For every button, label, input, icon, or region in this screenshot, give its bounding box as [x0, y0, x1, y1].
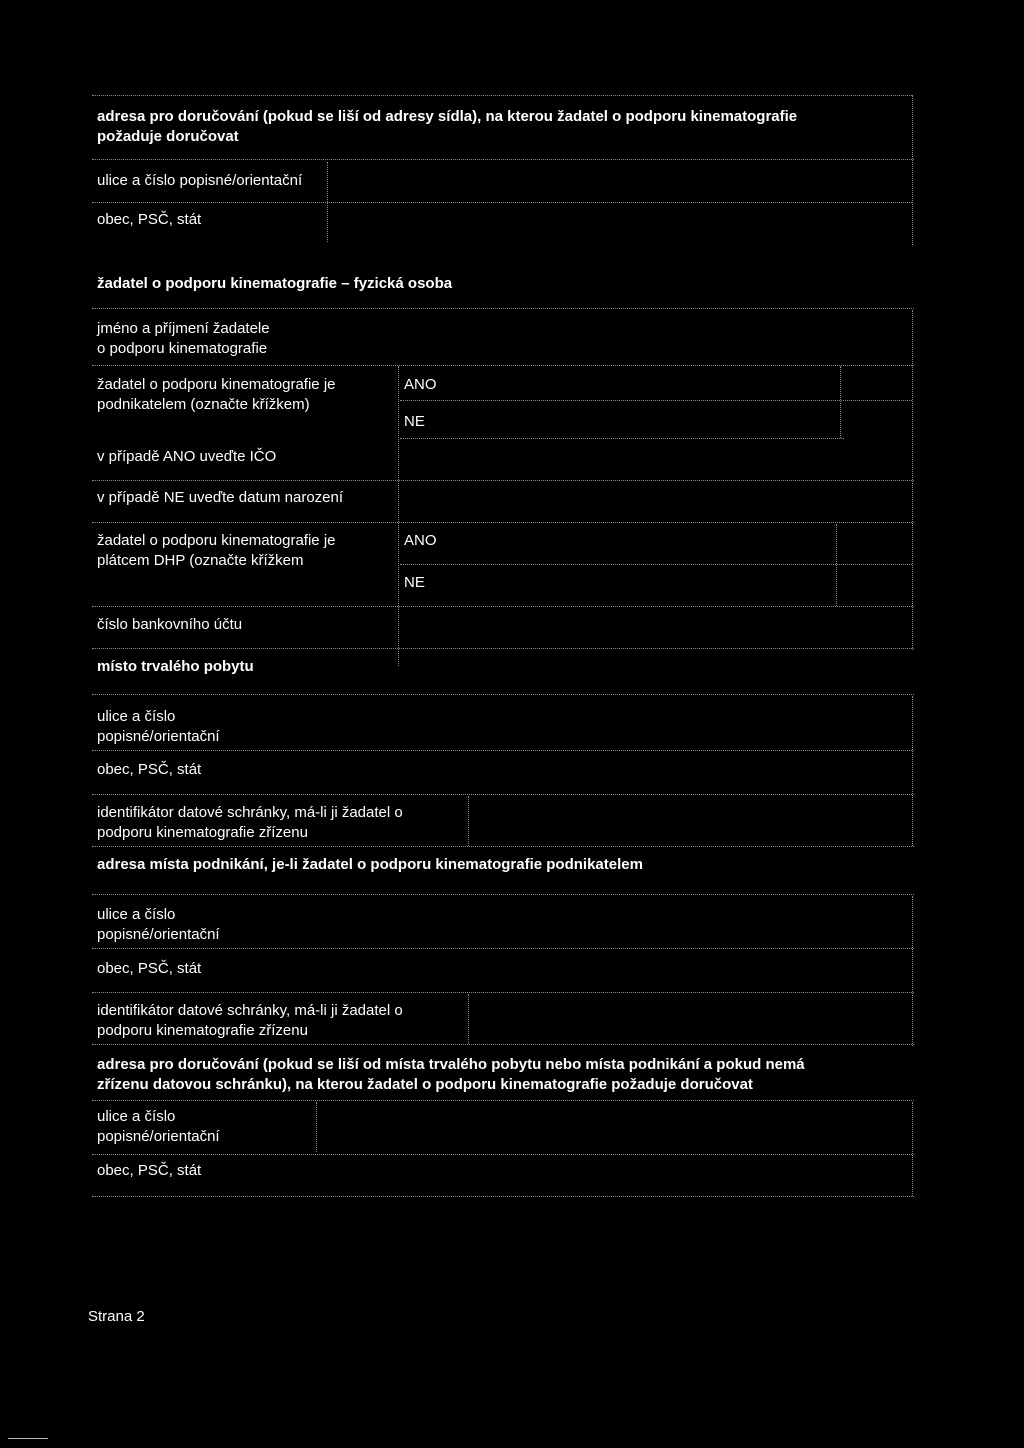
- option-label-vat-yes: ANO: [404, 532, 437, 549]
- divider: [92, 794, 914, 795]
- divider: [8, 1438, 48, 1439]
- field-label-bank-account: číslo bankovního účtu: [97, 616, 243, 633]
- divider: [92, 894, 914, 895]
- divider: [912, 696, 913, 846]
- divider: [840, 366, 841, 438]
- business-city-input[interactable]: [240, 950, 910, 990]
- divider: [316, 1102, 317, 1152]
- birth-date-input[interactable]: [400, 482, 910, 520]
- divider: [92, 948, 914, 949]
- option-label-vat-no: NE: [404, 574, 425, 591]
- section-heading-delivery-seat-line1: adresa pro doručování (pokud se liší od adresy sídla), na kterou žadatel o podporu kinematografie: [97, 108, 798, 125]
- divider: [400, 438, 844, 439]
- ico-input[interactable]: [400, 440, 910, 478]
- divider: [912, 896, 913, 1046]
- field-label-street-line2: popisné/orientační: [97, 728, 220, 745]
- field-label-street-line1: ulice a číslo: [97, 1108, 176, 1125]
- field-label-city: obec, PSČ, stát: [97, 1162, 202, 1179]
- section-heading-delivery-person-line2: zřízenu datovou schránku), na kterou žadatel o podporu kinematografie požaduje doručovat: [97, 1076, 753, 1093]
- page-number: Strana 2: [88, 1308, 145, 1325]
- name-input[interactable]: [400, 310, 910, 362]
- section-heading-business: adresa místa podnikání, je-li žadatel o podporu kinematografie podnikatelem: [97, 856, 643, 873]
- field-label-name-line1: jméno a příjmení žadatele: [97, 320, 270, 337]
- divider: [92, 648, 914, 649]
- field-label-entrepreneur-line1: žadatel o podporu kinematografie je: [97, 376, 336, 393]
- divider: [92, 522, 914, 523]
- field-label-street-line1: ulice a číslo: [97, 708, 176, 725]
- section-heading-residence: místo trvalého pobytu: [97, 658, 254, 675]
- divider: [398, 366, 399, 666]
- divider: [912, 310, 913, 650]
- field-label-city: obec, PSČ, stát: [97, 211, 202, 228]
- divider: [92, 1154, 914, 1155]
- divider: [468, 994, 469, 1044]
- residence-city-input[interactable]: [240, 752, 910, 792]
- option-label-yes: ANO: [404, 376, 437, 393]
- divider: [92, 750, 914, 751]
- divider: [92, 95, 912, 96]
- divider: [912, 95, 913, 245]
- divider: [836, 524, 837, 606]
- entrepreneur-no-checkbox[interactable]: [842, 402, 912, 436]
- divider: [92, 1196, 914, 1197]
- section-heading-person: žadatel o podporu kinematografie – fyzická osoba: [97, 275, 453, 292]
- field-label-vat-line2: plátcem DHP (označte křížkem: [97, 552, 304, 569]
- field-label-city: obec, PSČ, stát: [97, 960, 202, 977]
- field-label-entrepreneur-line2: podnikatelem (označte křížkem): [97, 396, 310, 413]
- divider: [92, 694, 914, 695]
- divider: [92, 846, 914, 847]
- divider: [92, 308, 914, 309]
- entrepreneur-yes-checkbox[interactable]: [842, 368, 912, 398]
- field-label-street-line2: popisné/orientační: [97, 926, 220, 943]
- street-input[interactable]: [330, 162, 910, 198]
- field-label-ico: v případě ANO uveďte IČO: [97, 448, 277, 465]
- divider: [400, 400, 912, 401]
- field-label-street-line2: popisné/orientační: [97, 1128, 220, 1145]
- divider: [468, 796, 469, 846]
- field-label-name-line2: o podporu kinematografie: [97, 340, 268, 357]
- field-label-databox-line2: podporu kinematografie zřízenu: [97, 824, 308, 841]
- field-label-street: ulice a číslo popisné/orientační: [97, 172, 303, 189]
- divider: [912, 1102, 913, 1196]
- field-label-vat-line1: žadatel o podporu kinematografie je: [97, 532, 336, 549]
- bank-account-input[interactable]: [400, 608, 910, 646]
- divider: [92, 159, 914, 160]
- vat-no-checkbox[interactable]: [838, 564, 912, 604]
- business-databox-input[interactable]: [472, 994, 910, 1042]
- divider: [92, 606, 914, 607]
- option-label-no: NE: [404, 413, 425, 430]
- residence-street-input[interactable]: [240, 696, 910, 748]
- section-heading-delivery-seat-line2: požaduje doručovat: [97, 128, 239, 145]
- field-label-city: obec, PSČ, stát: [97, 761, 202, 778]
- delivery-city-input[interactable]: [320, 1156, 910, 1194]
- field-label-databox-line1: identifikátor datové schránky, má-li ji žadatel o: [97, 1002, 403, 1019]
- divider: [92, 202, 912, 203]
- field-label-databox-line2: podporu kinematografie zřízenu: [97, 1022, 308, 1039]
- field-label-databox-line1: identifikátor datové schránky, má-li ji žadatel o: [97, 804, 403, 821]
- vat-yes-checkbox[interactable]: [838, 524, 912, 562]
- divider: [92, 1044, 914, 1045]
- business-street-input[interactable]: [240, 896, 910, 946]
- divider: [92, 992, 914, 993]
- field-label-street-line1: ulice a číslo: [97, 906, 176, 923]
- divider: [92, 1100, 914, 1101]
- divider: [92, 365, 914, 366]
- divider: [92, 480, 914, 481]
- residence-databox-input[interactable]: [472, 796, 910, 844]
- city-input[interactable]: [330, 204, 910, 240]
- field-label-birth-date: v případě NE uveďte datum narození: [97, 489, 344, 506]
- section-heading-delivery-person-line1: adresa pro doručování (pokud se liší od místa trvalého pobytu nebo místa podnikání a pokud nemá: [97, 1056, 805, 1073]
- delivery-street-input[interactable]: [320, 1102, 910, 1152]
